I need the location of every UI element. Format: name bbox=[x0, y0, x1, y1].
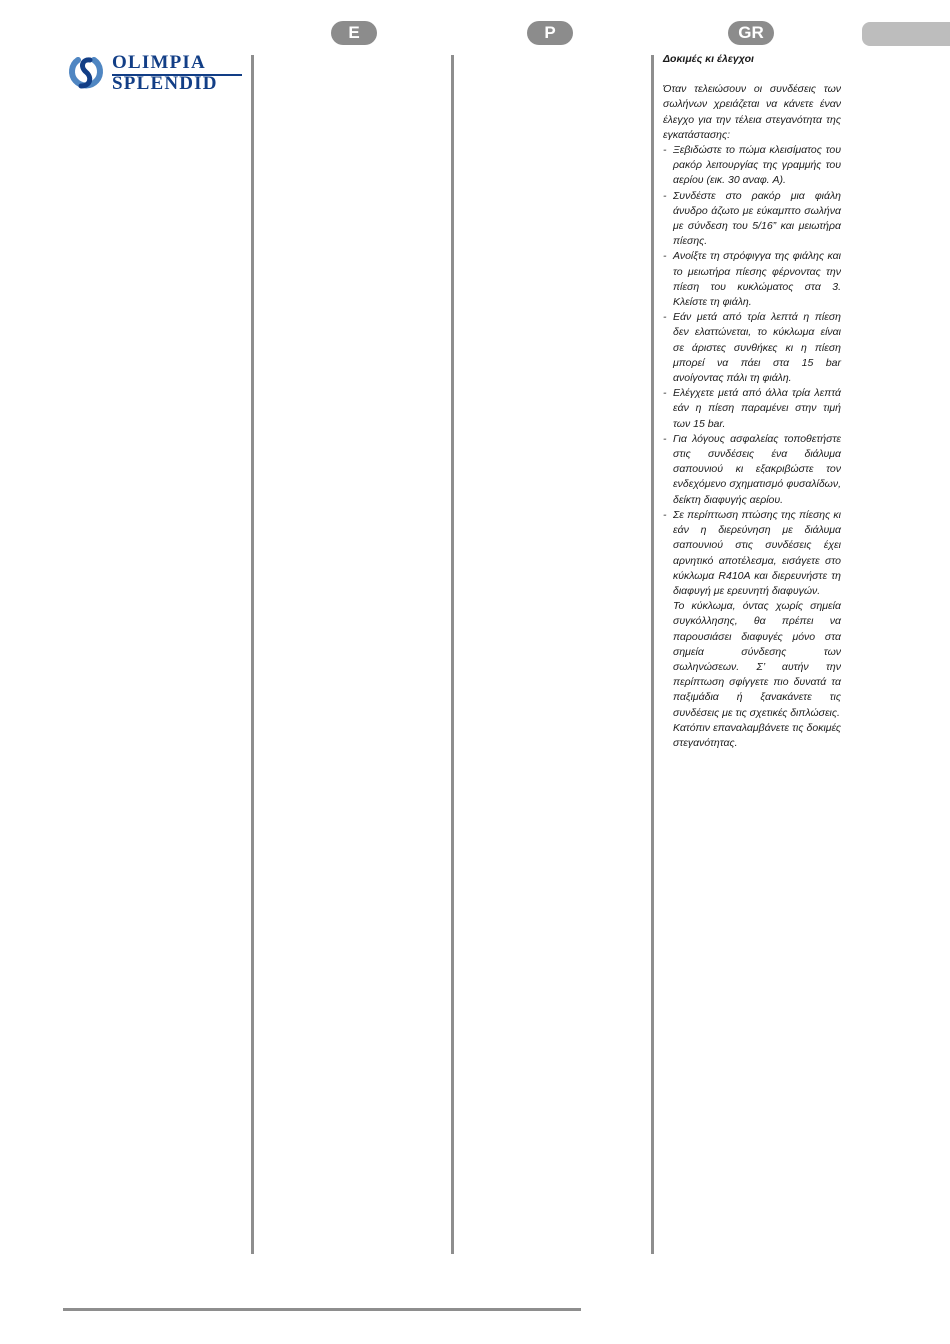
list-item: - Συνδέστε στο ρακόρ μια φιάλη άνυδρο άζωτο με εύκαμπτο σωλήνα με σύνδεση του 5/16” και μειωτήρα πίεσης. bbox=[663, 189, 841, 250]
side-tab-marker bbox=[862, 22, 950, 46]
brand-name-line1: OLIMPIA bbox=[112, 52, 206, 73]
section-title: Δοκιμές κι έλεγχοι bbox=[663, 53, 754, 65]
brand-logo bbox=[63, 52, 245, 96]
language-tab-gr[interactable]: GR bbox=[728, 21, 774, 45]
footer-rule bbox=[63, 1308, 581, 1311]
list-item: - Εάν μετά από τρία λεπτά η πίεση δεν ελαττώνεται, το κύκλωμα είναι σε άριστες συνθήκες κι η πίεση μπορεί να πάει στα 15 bar ανοίγοντας πάλι τη φιάλη. bbox=[663, 310, 841, 386]
brand-name-line2: SPLENDID bbox=[112, 73, 218, 94]
language-tab-e[interactable]: E bbox=[331, 21, 377, 45]
list-item: - Ανοίξτε τη στρόφιγγα της φιάλης και το μειωτήρα πίεσης φέρνοντας την πίεση του κυκλώματος στα 3. Κλείστε τη φιάλη. bbox=[663, 249, 841, 310]
note-text: Το κύκλωμα, όντας χωρίς σημεία συγκόλλησης, θα πρέπει να παρουσιάσει διαφυγές μόνο στα σημεία σύνδεσης των σωληνώσεων. Σ’ αυτήν την περίπτωση σφίγγετε πιο δυνατά τα παξιμάδια ή ξανακάνετε τις συνδέσεις με τις σχετικές διπλώσεις. bbox=[673, 600, 841, 719]
column-divider-2 bbox=[451, 55, 454, 1254]
language-tab-p[interactable]: P bbox=[527, 21, 573, 45]
list-item: - Ξεβιδώστε το πώμα κλεισίματος του ρακόρ λειτουργίας της γραμμής του αερίου (εικ. 30 αναφ. A). bbox=[663, 143, 841, 189]
column-divider-1 bbox=[251, 55, 254, 1254]
olimpia-splendid-emblem-icon bbox=[63, 53, 109, 95]
greek-column bbox=[663, 52, 841, 751]
steps-list bbox=[663, 143, 841, 599]
column-divider-3 bbox=[651, 55, 654, 1254]
list-item: - Για λόγους ασφαλείας τοποθετήστε στις συνδέσεις ένα διάλυμα σαπουνιού κι εξακριβώστε τον ενδεχόμενο σχηματισμό φυσαλίδων, δείκτη διαφυγής αερίου. bbox=[663, 432, 841, 508]
intro-text: Όταν τελειώσουν οι συνδέσεις των σωλήνων χρειάζεται να κάνετε έναν έλεγχο για την τέλεια στεγανότητα της εγκατάστασης: bbox=[663, 83, 841, 141]
list-item: - Ελέγχετε μετά από άλλα τρία λεπτά εάν η πίεση παραμένει στην τιμή των 15 bar. bbox=[663, 386, 841, 432]
closing-text: Κατόπιν επαναλαμβάνετε τις δοκιμές στεγανότητας. bbox=[673, 721, 841, 749]
list-item: - Σε περίπτωση πτώσης της πίεσης κι εάν η διερεύνηση με διάλυμα σαπουνιού στις συνδέσεις έχει αρνητικό αποτέλεσμα, εισάγετε στο κύκλωμα R410A και διερευνήστε τη διαφυγή με ερευνητή διαφυγών. bbox=[663, 508, 841, 599]
